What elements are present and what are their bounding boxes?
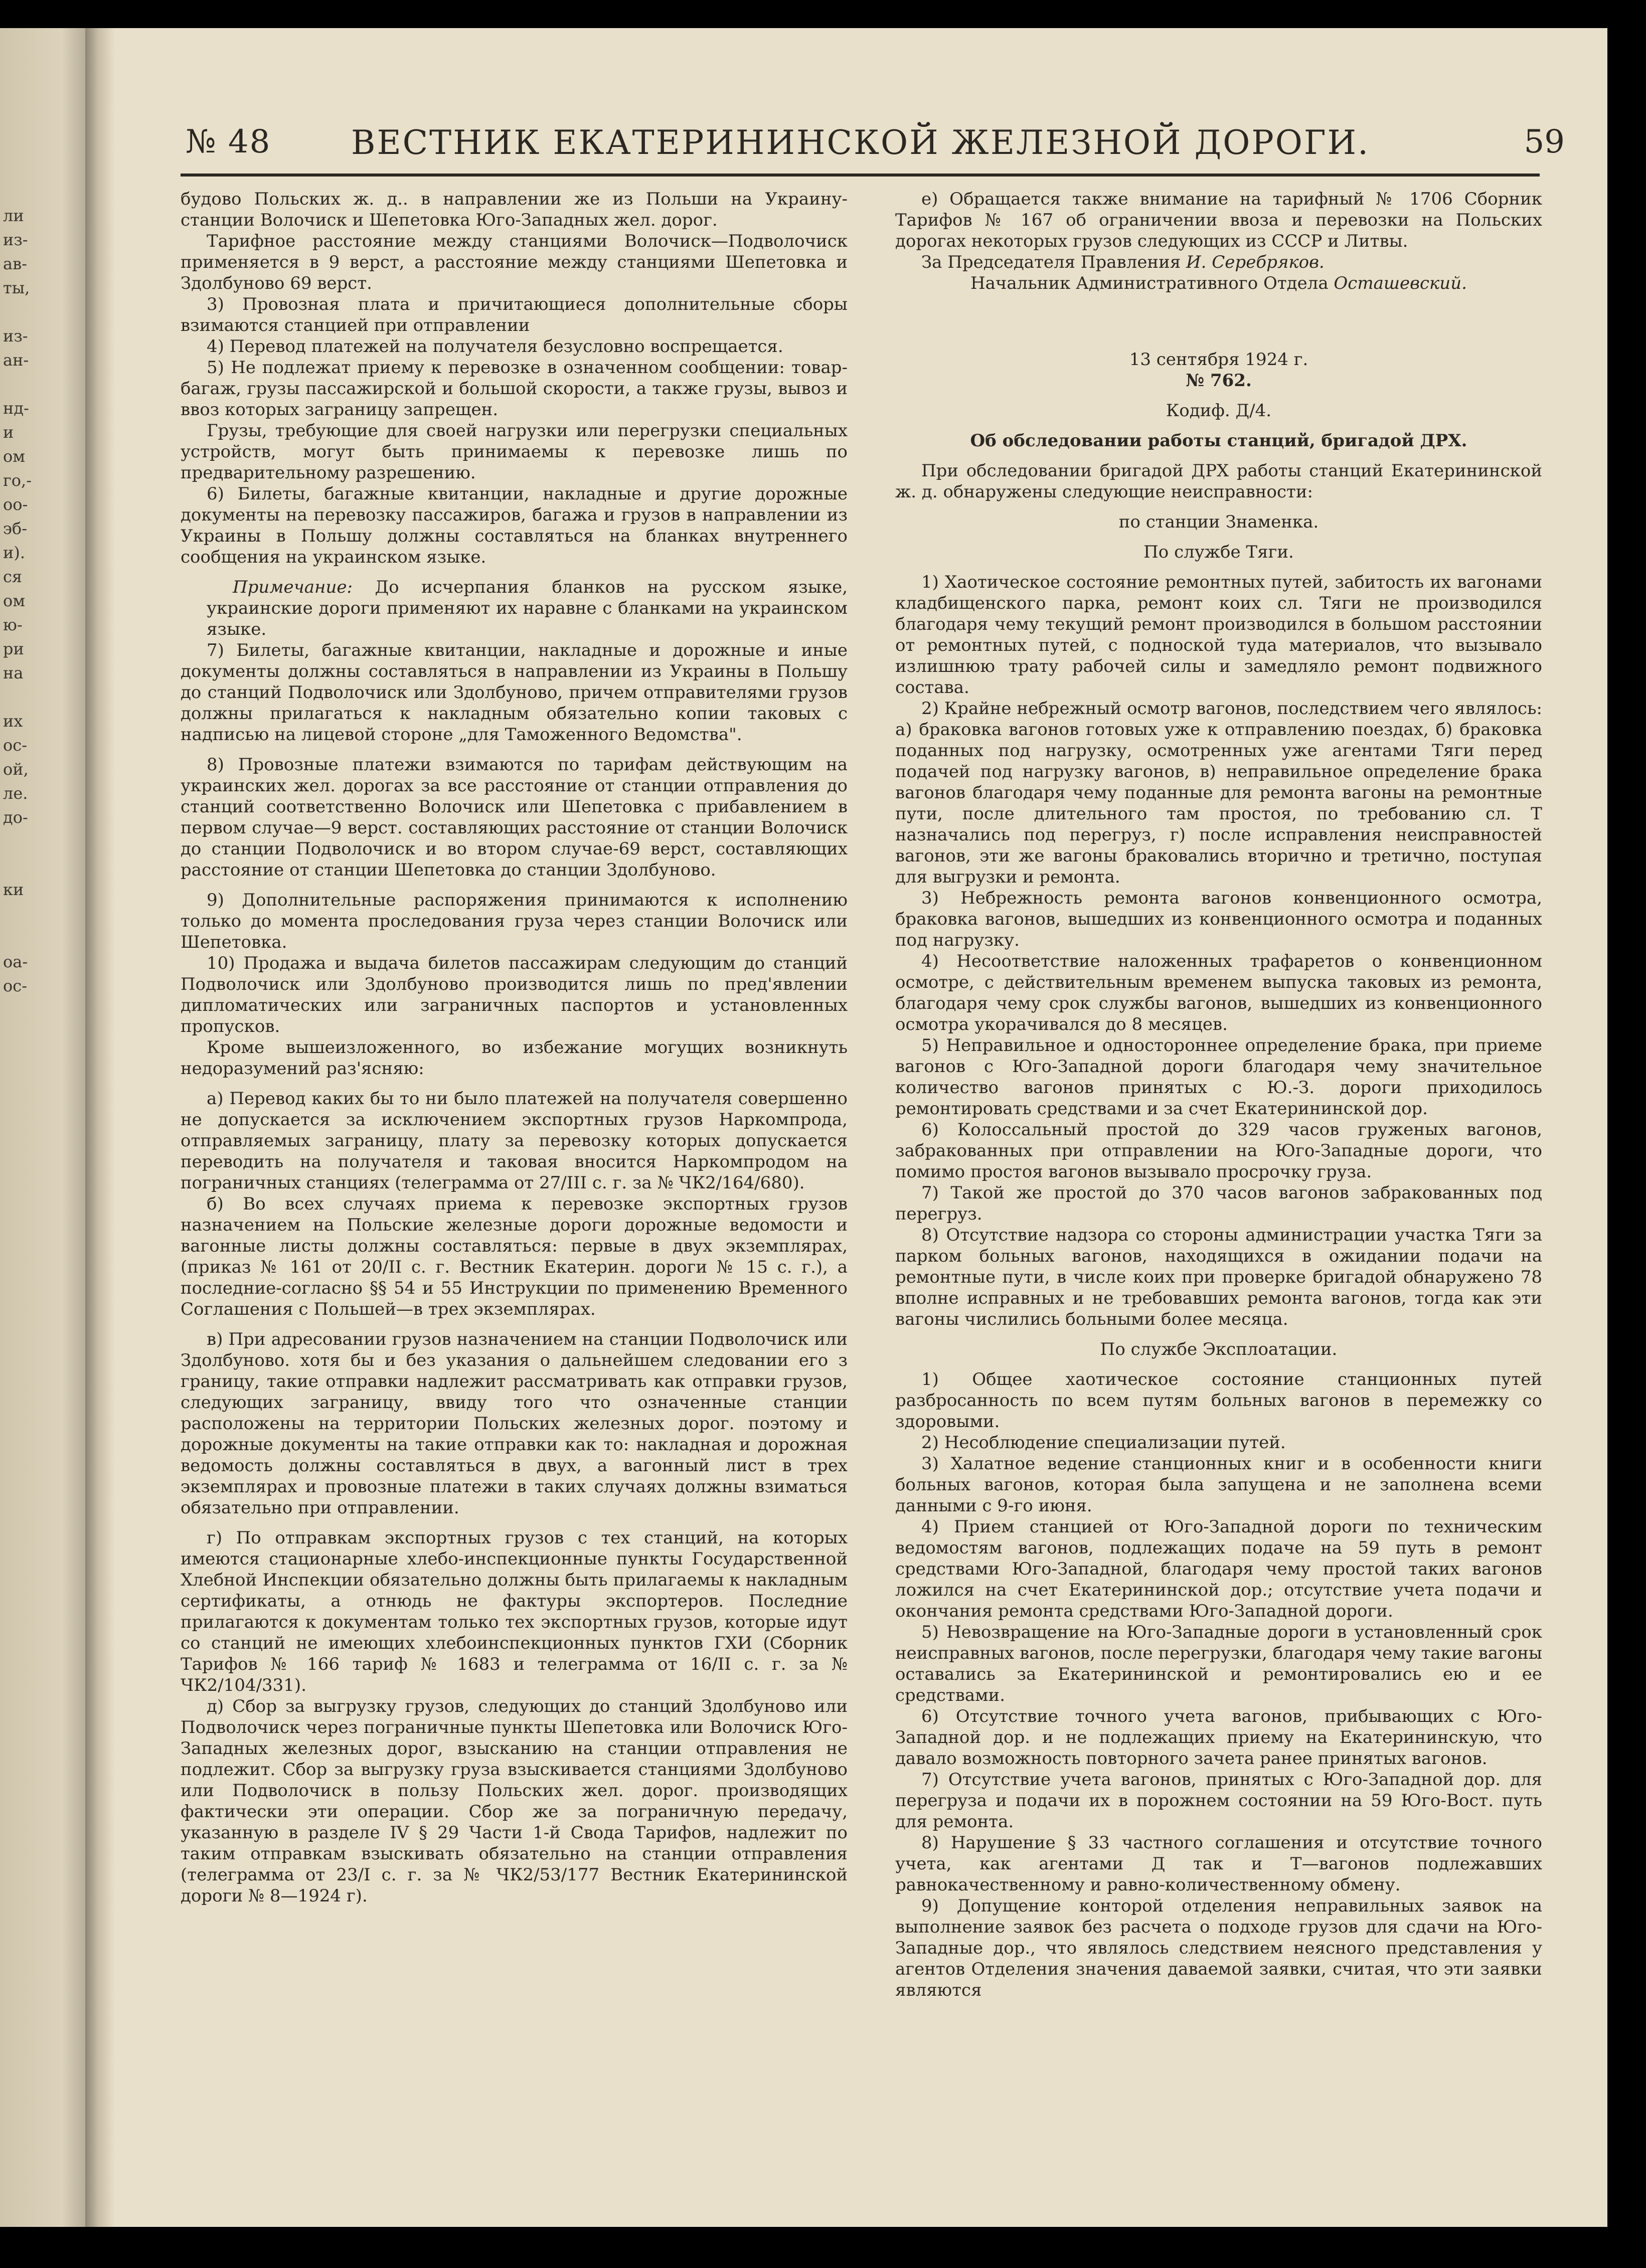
paragraph: д) Сбор за выгрузку грузов, следующих до станций Здолбуново или Подволочиск через пограничные пункты Шепетовка или Волочиск Юго-Западных железных дорог, взысканию на станции отправления не подлежит. Сбор за выгрузку груза взыскивается станциями Здолбуново или Подволочиск в пользу Польских жел. дорог. производящих фактически эти операции. Сбор же за пограничную передачу, указанную в разделе IV § 29 Части 1-й Свода Тарифов, надлежит по таким отправкам взыскивать обязательно на станции отправления (телеграмма от 23/I с. г. за № ЧК2/53/177 Вестник Екатерининской дороги № 8—1924 г). — [181, 1696, 848, 1906]
note-text: До исчерпания бланков на русском языке, украинские дороги применяют их наравне с бланками на украинском языке. — [207, 577, 848, 639]
signature-line — [895, 273, 1542, 294]
signature-name: Осташевский. — [1334, 273, 1467, 293]
list-item: 2) Крайне небрежный осмотр вагонов, последствием чего являлось: а) браковка вагонов готовых уже к отправлению поездах, б) браковка поданных под нагрузку, осмотренных уже агентами Тяги перед подачей под нагрузку вагонов, в) неправильное определение брака вагонов благодаря чему поданные для ремонта вагоны на ремонтные пути, после длительного там простоя, по требованию сл. Т назначались под перегруз, г) после исправления неисправностей вагонов, эти же вагоны браковались вторично и третично, поступая для выгрузки и ремонта. — [895, 699, 1542, 887]
paragraph: 8) Провозные платежи взимаются по тарифам действующим на украинских жел. дорогах за все расстояние от станции отправления до станций соответственно Волочиск или Шепетовка с прибавлением в первом случае—9 верст. составляющих расстояние от станции Волочиск до станции Подволочиск и во втором случае-69 верст, составляющих расстояние от станции Шепетовка до станции Здолбуново. — [181, 755, 848, 880]
list-item: 4) Прием станцией от Юго-Западной дороги по техническим ведомостям вагонов, подлежащих подаче на 59 путь в ремонт средствами Юго-Западной, благодаря чему простой таких вагонов ложился на счет Екатерининской дор.; отсутствие учета подачи и окончания ремонта средствами Юго-Западной дороги. — [895, 1517, 1542, 1621]
order-number: № 762. — [1186, 371, 1252, 391]
signature-prefix: За Председателя Правления — [921, 252, 1181, 272]
list-item: 3) Халатное ведение станционных книг и в особенности книги больных вагонов, которая была запущена и не заполнена всеми данными с 9-го июня. — [895, 1454, 1542, 1516]
binding-gutter — [85, 28, 115, 2227]
page-content — [115, 28, 1580, 2227]
list-item: 2) Несоблюдение специализации путей. — [921, 1433, 1286, 1453]
list-item: 7) Такой же простой до 370 часов вагонов забракованных под перегруз. — [895, 1183, 1542, 1224]
paragraph: 3) Провозная плата и причитающиеся дополнительные сборы взимаются станцией при отправлении — [181, 294, 848, 335]
paragraph: а) Перевод каких бы то ни было платежей на получателя совершенно не допускается за исключением экспортных грузов Наркомпрода, отправляемых заграницу, плату за перевозку которых допускается переводить на получателя и таковая вносится Наркомпродом на пограничных станциях (телеграмма от 27/III с. г. за № ЧК2/164/680). — [181, 1089, 848, 1193]
paragraph: 6) Билеты, багажные квитанции, накладные и другие дорожные документы на перевозку пассажиров, багажа и грузов в направлении из Украины в Польшу должны составляться на бланках внутреннего сообщения на украинском языке. — [181, 484, 848, 567]
codification: Кодиф. Д/4. — [1166, 401, 1272, 421]
list-item: 8) Отсутствие надзора со стороны администрации участка Тяги за парком больных вагонов, находящихся в ожидании подачи на ремонтные пути, в числе коих при проверке бригадой обнаружено 78 вполне исправных и не требовавших ремонта вагонов, тогда как эти вагоны числились больными более месяца. — [895, 1225, 1542, 1329]
paragraph: Кроме вышеизложенного, во избежание могущих возникнуть недоразумений раз'ясняю: — [181, 1037, 848, 1079]
paragraph: г) По отправкам экспортных грузов с тех станций, на которых имеются стационарные хлебо-инспекционные пункты Государственной Хлебной Инспекции обязательно должны быть прилагаемы к накладным сертификаты, а отнюдь не фактуры экспортеров. Последние прилагаются к документам только тех экспортных грузов, которые идут со станций не имеющих хлебоинспекционных пунктов ГХИ (Сборник Тарифов № 166 тариф № 1683 и телеграмма от 16/II с. г. за № ЧК2/104/331). — [181, 1528, 848, 1695]
previous-page-fragments: ли из- ав- ты, из- ан- нд- и ом го,- оо- эб- и). ся ом ю- ри на их ос- ой, ле. до- ки оа- ос- — [3, 206, 32, 995]
paragraph: е) Обращается также внимание на тарифный № 1706 Сборник Тарифов № 167 об ограничении ввоза и перевозки на Польских дорогах некоторых грузов следующих из СССР и Литвы. — [895, 189, 1542, 251]
list-item: 1) Общее хаотическое состояние станционных путей разбросанность по всем путям больных вагонов в перемежку со здоровыми. — [895, 1369, 1542, 1432]
note-label: Примечание: — [233, 577, 353, 597]
list-item: 1) Хаотическое состояние ремонтных путей, забитость их вагонами кладбищенского парка, ремонт коих сл. Тяги не производился благодаря чему текущий ремонт производился в большом расстоянии от ремонтных путей, с подноской туда материалов, что вызывало излишнюю трату рабочей силы и замедляло ремонт подвижного состава. — [895, 572, 1542, 697]
list-item: 4) Несоответствие наложенных трафаретов о конвенционном осмотре, с действительным временем выпуска таковых из ремонта, благодаря чему срок службы вагонов, вышедших из конвенционного осмотра укорачивался до 8 месяцев. — [895, 951, 1542, 1034]
list-item: 7) Отсутствие учета вагонов, принятых с Юго-Западной дор. для перегруза и подачи их в порожнем состоянии на 59 Юго-Вост. путь для ремонта. — [895, 1770, 1542, 1832]
paragraph: будово Польских ж. д.. в направлении же из Польши на Украину-станции Волочиск и Шепетовка Юго-Западных жел. дорог. — [181, 189, 848, 230]
note-paragraph — [181, 577, 848, 640]
list-item: 6) Колоссальный простой до 329 часов груженых вагонов, забракованных при отправлении на Юго-Западные дороги, что помимо простоя вагонов вызывало просрочку груза. — [895, 1120, 1542, 1182]
page-number: 59 — [1524, 123, 1565, 160]
signature-line — [895, 252, 1542, 273]
newspaper-page — [0, 28, 1607, 2227]
paragraph: Тарифное расстояние между станциями Волочиск—Подволочиск применяется в 9 верст, а расстояние между станциями Шепетовка и Здолбуново 69 верст. — [181, 231, 848, 293]
signature-prefix: Начальник Административного Отдела — [970, 273, 1329, 293]
list-item: 5) Неправильное и одностороннее определение брака, при приеме вагонов с Юго-Западной дороги благодаря чему значительное количество вагонов принятых с Ю.-З. дороги приходилось ремонтировать средствами и за счет Екатерининской дор. — [895, 1035, 1542, 1119]
section-heading: По службе Тяги. — [1143, 542, 1294, 562]
paragraph: 9) Дополнительные распоряжения принимаются к исполнению только до момента проследования груза через станции Волочиск или Шепетовка. — [181, 890, 848, 952]
list-item: 3) Небрежность ремонта вагонов конвенционного осмотра, браковка вагонов, вышедших из конвенционного осмотра и поданных под нагрузку. — [895, 888, 1542, 950]
order-date: 13 сентября 1924 г. — [1129, 350, 1308, 370]
paragraph: 5) Не подлежат приему к перевозке в означенном сообщении: товар-багаж, грузы пассажирской и большой скорости, а также грузы, вывоз и ввоз которых заграницу запрещен. — [181, 358, 848, 420]
paragraph: б) Во всех случаях приема к перевозке экспортных грузов назначением на Польские железные дороги дорожные ведомости и вагонные листы должны составляться: первые в двух экземплярах, (приказ № 161 от 20/II с. г. Вестник Екатерин. дороги № 15 с. г.), а последние-согласно §§ 54 и 55 Инструкции по применению Временного Соглашения с Польшей—в трех экземплярах. — [181, 1194, 848, 1319]
paragraph: в) При адресовании грузов назначением на станции Подволочиск или Здолбуново. хотя бы и без указания о дальнейшем следовании его з границу, такие отправки надлежит рассматривать как отправки грузов, следующих заграницу, ввиду того что означенные станции расположены на территории Польских железных дорог. поэтому и дорожные документы на такие отправки как то: накладная и дорожная ведомость должны составляться в двух, а вагонный лист в трех экземплярах и провозные платежи в таких случаях должны взиматься обязательно при отправлении. — [181, 1329, 848, 1518]
paragraph: 7) Билеты, багажные квитанции, накладные и дорожные и иные документы должны составляться в направлении из Украины в Польшу до станций Подволочиск или Здолбуново, причем отправителями грузов должны прилагаться к накладным обязательно копии таковых с надписью на лицевой стороне „для Таможенного Ведомства". — [181, 640, 848, 745]
signature-name: И. Серебряков. — [1186, 252, 1325, 272]
paragraph: 10) Продажа и выдача билетов пассажирам следующим до станций Подволочиск или Здолбуново производится лишь по пред'явлении дипломатических или заграничных паспортов и установленных пропусков. — [181, 953, 848, 1036]
order-heading: Об обследовании работы станций, бригадой ДРХ. — [970, 431, 1467, 451]
list-item: 6) Отсутствие точного учета вагонов, прибывающих с Юго-Западной дор. и не подлежащих приему на Екатерининскую, что давало возможность повторного зачета ранее принятых вагонов. — [895, 1706, 1542, 1769]
list-item: 5) Невозвращение на Юго-Западные дороги в установленный срок неисправных вагонов, после перегрузки, благодаря чему такие вагоны оставались за Екатерининской и ремонтировались ею и ее средствами. — [895, 1622, 1542, 1705]
issue-number: № 48 — [186, 123, 271, 160]
paragraph: Грузы, требующие для своей нагрузки или перегрузки специальных устройств, могут быть принимаемы к перевозке лишь по предварительному разрешению. — [181, 421, 848, 483]
publication-title: ВЕСТНИК ЕКАТЕРИНИНСКОЙ ЖЕЛЕЗНОЙ ДОРОГИ. — [351, 123, 1370, 162]
section-heading: По службе Эксплоатации. — [1100, 1339, 1338, 1359]
list-item: 9) Допущение конторой отделения неправильных заявок на выполнение заявок без расчета о подходе грузов для сдачи на Юго-Западные дор., что являлось следствием неясного представления у агентов Отделения значения даваемой заявки, считая, что эти заявки являются — [895, 1896, 1542, 2000]
right-column — [895, 189, 1542, 2001]
paragraph: 4) Перевод платежей на получателя безусловно воспрещается. — [207, 336, 783, 357]
header-rule — [181, 173, 1540, 177]
station-heading: по станции Знаменка. — [1118, 512, 1319, 532]
paragraph: При обследовании бригадой ДРХ работы станций Екатерининской ж. д. обнаружены следующие неисправности: — [895, 461, 1542, 502]
left-column — [181, 189, 848, 1906]
list-item: 8) Нарушение § 33 частного соглашения и отсутствие точного учета, как агентами Д так и Т—вагонов подлежавших равнокачественному и равно-количественному обмену. — [895, 1833, 1542, 1895]
